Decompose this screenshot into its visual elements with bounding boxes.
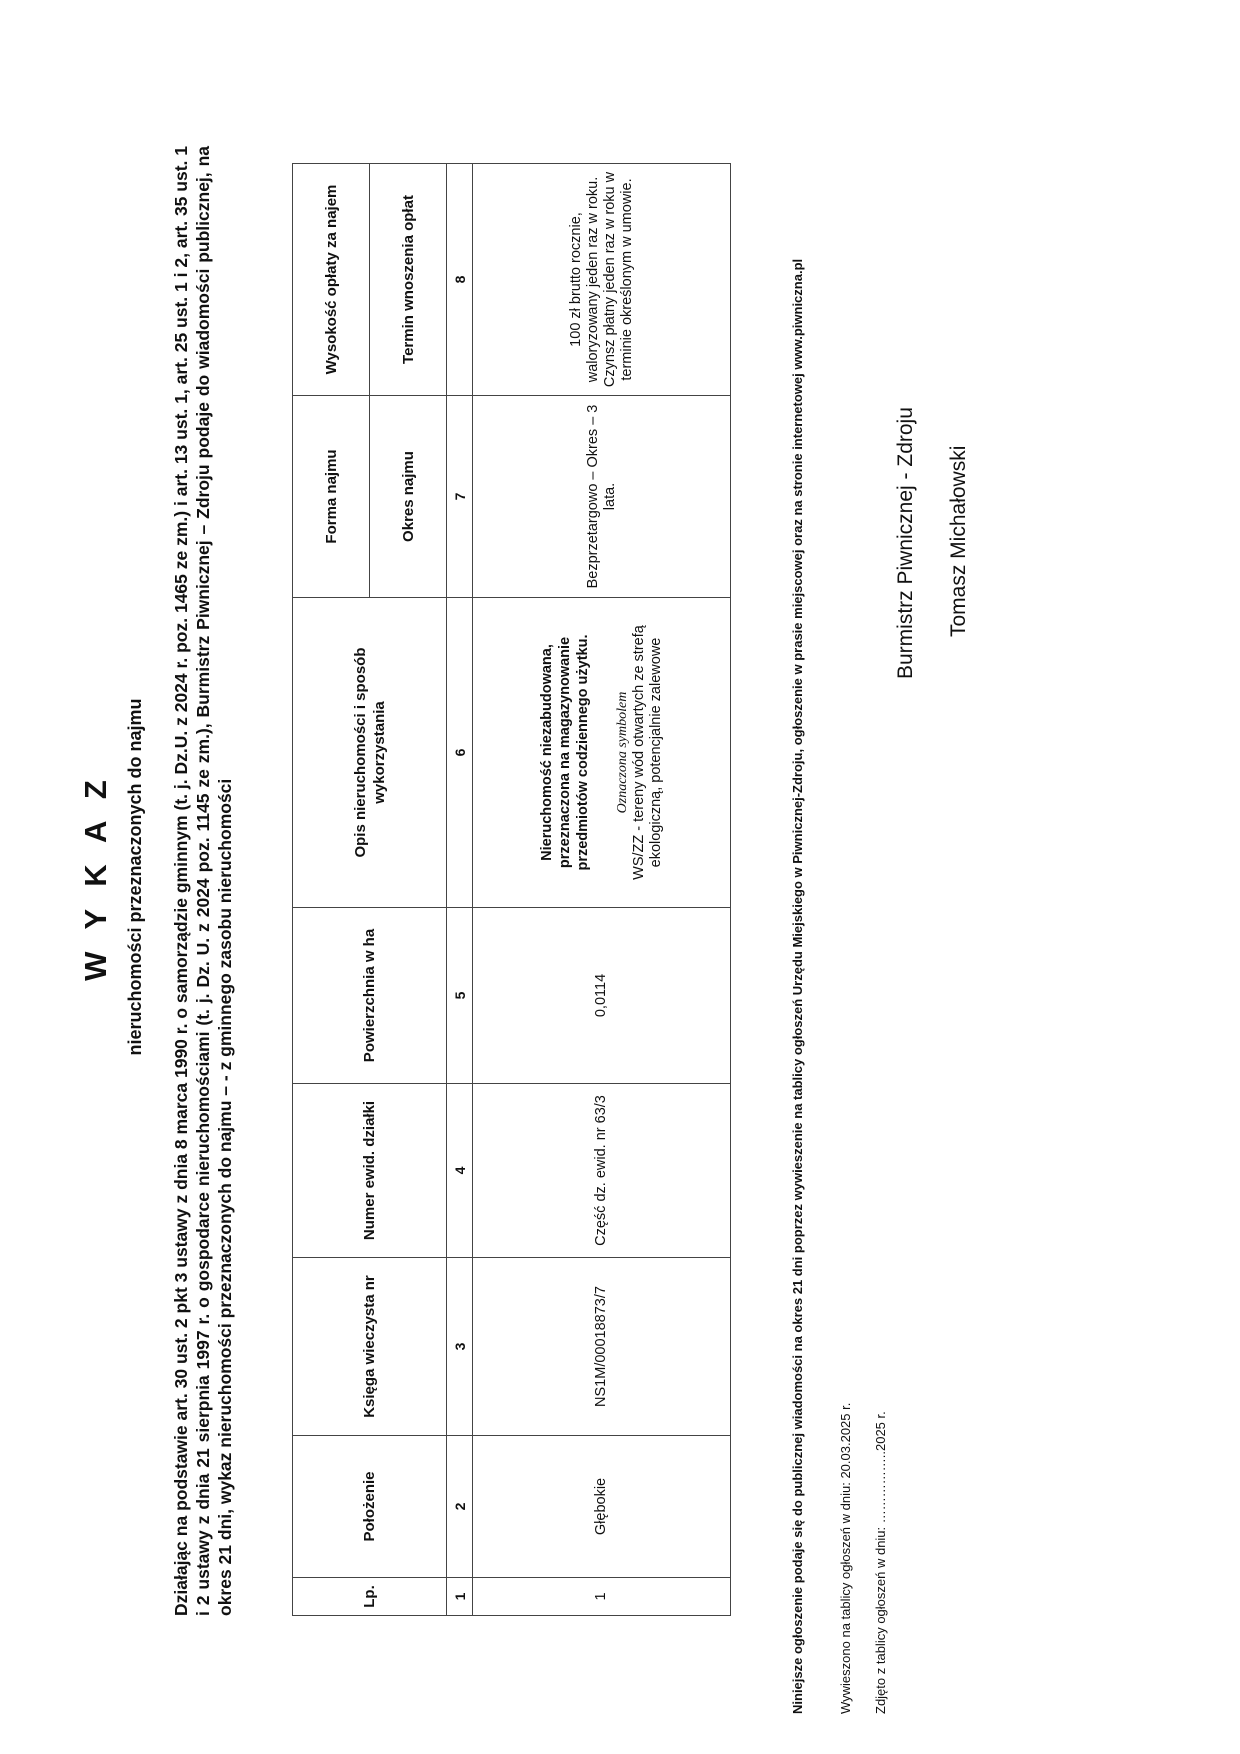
column-number: 3 bbox=[447, 1258, 473, 1436]
opis-italic-text: Oznaczona symbolem bbox=[615, 691, 630, 814]
cell-powierzchnia: 0,0114 bbox=[473, 908, 731, 1084]
removed-date: Zdjęto z tablicy ogłoszeń w dniu: ……………..2025 r. bbox=[873, 1411, 888, 1714]
header-termin: Termin wnoszenia opłat bbox=[370, 164, 447, 396]
column-number: 6 bbox=[447, 598, 473, 908]
header-ksiega: Księga wieczysta nr bbox=[293, 1258, 447, 1436]
signature-name: Tomasz Michałowski bbox=[947, 445, 970, 637]
opis-plain-text: WS/ZZ - tereny wód otwartych ze strefą ekologiczną, potencjalnie zalewowe bbox=[631, 625, 664, 880]
cell-polozenie: Głębokie bbox=[473, 1436, 731, 1578]
column-number: 4 bbox=[447, 1084, 473, 1258]
document-subtitle: nieruchomości przeznaczonych do najmu bbox=[125, 698, 145, 1056]
cell-opis bbox=[473, 598, 731, 908]
header-lp: Lp. bbox=[293, 1578, 447, 1616]
opis-bold-text: Nieruchomość niezabudowana, przeznaczona na magazynowanie przedmiotów codziennego użytku. bbox=[539, 634, 591, 871]
cell-numer: Część dz. ewid. nr 63/3 bbox=[473, 1084, 731, 1258]
column-number: 1 bbox=[447, 1578, 473, 1616]
cell-oplata: 100 zł brutto rocznie, waloryzowany jeden raz w roku. Czynsz płatny jeden raz w roku w terminie określonym w umowie. bbox=[473, 164, 731, 396]
header-wysokosc: Wysokość opłaty za najem bbox=[293, 164, 370, 396]
intro-paragraph: Działając na podstawie art. 30 ust. 2 pkt 3 ustawy z dnia 8 marca 1990 r. o samorządzie gminnym (t. j. Dz.U. z 2024 r. poz. 1465 ze zm.) i art. 13 ust. 1, art. 25 ust. 1 i 2, art. 35 ust. 1 i 2 ustawy z dnia 21 sierpnia 1997 r. o gospodarce nieruchomościami (t. j. Dz. U. z 2024 poz. 1145 ze zm.), Burmistrz Piwnicznej – Zdroju podaje do wiadomości publicznej, na okres 21 dni, wykaz nieruchomości przeznaczonych do najmu – - z gminnego zasobu nieruchomości bbox=[171, 146, 235, 1616]
column-number: 5 bbox=[447, 908, 473, 1084]
column-number: 7 bbox=[447, 396, 473, 598]
column-number-row bbox=[447, 164, 473, 1616]
table-row bbox=[473, 164, 731, 1616]
header-numer: Numer ewid. działki bbox=[293, 1084, 447, 1258]
header-opis: Opis nieruchomości i sposób wykorzystania bbox=[293, 598, 447, 908]
cell-okres: Bezprzetargowo – Okres – 3 lata. bbox=[473, 396, 731, 598]
column-number: 8 bbox=[447, 164, 473, 396]
table-header-row bbox=[293, 164, 370, 1616]
property-table bbox=[292, 163, 731, 1616]
column-number: 2 bbox=[447, 1436, 473, 1578]
publication-notice: Niniejsze ogłoszenie podaje się do publicznej wiadomości na okres 21 dni poprzez wywieszenie na tablicy ogłoszeń Urzędu Miejskiego w Piwnicznej-Zdroju, ogłoszenie w prasie miejscowej oraz na stronie internetowej www.piwniczna.pl bbox=[790, 258, 805, 1714]
header-polozenie: Położenie bbox=[293, 1436, 447, 1578]
document-title: W Y K A Z bbox=[78, 773, 113, 981]
signature-office: Burmistrz Piwnicznej - Zdroju bbox=[894, 407, 917, 679]
posted-date: Wywieszono na tablicy ogłoszeń w dniu: 20.03.2025 r. bbox=[838, 1402, 853, 1714]
header-okres: Okres najmu bbox=[370, 396, 447, 598]
cell-ksiega: NS1M/00018873/7 bbox=[473, 1258, 731, 1436]
header-powierzchnia: Powierzchnia w ha bbox=[293, 908, 447, 1084]
cell-lp: 1 bbox=[473, 1578, 731, 1616]
header-forma: Forma najmu bbox=[293, 396, 370, 598]
